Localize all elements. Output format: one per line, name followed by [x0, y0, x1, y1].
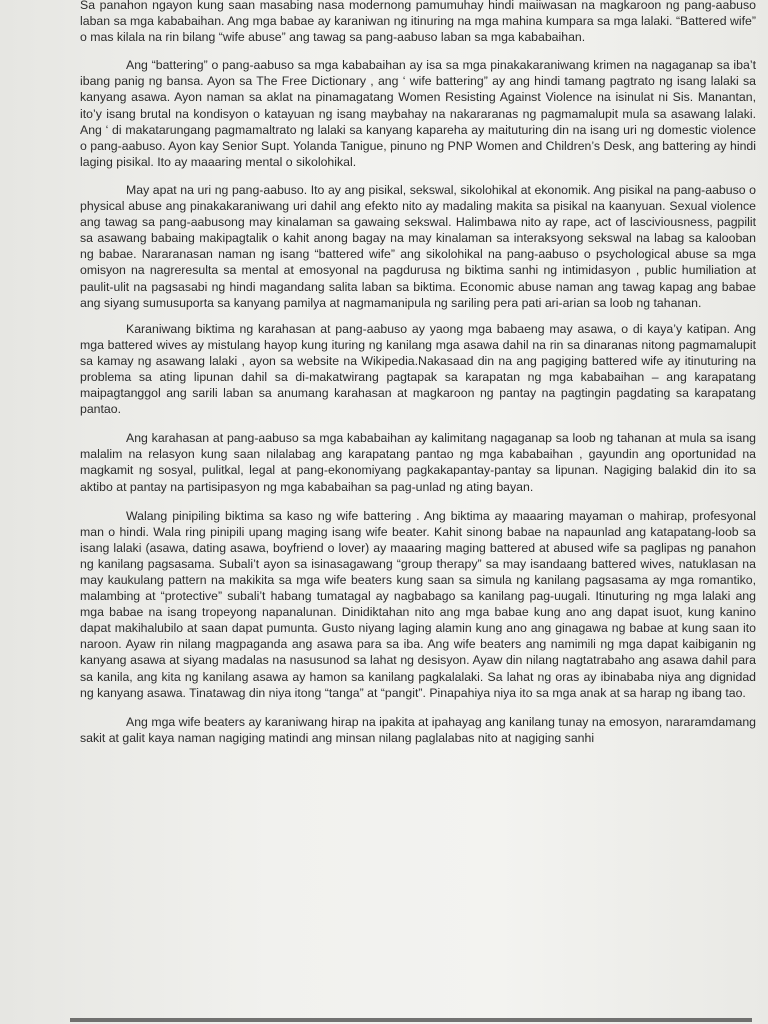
paragraph-wife-beaters-emotion: Ang mga wife beaters ay karaniwang hirap na ipakita at ipahayag ang kanilang tunay na emosyon, nararamdamang sakit at galit kaya naman nagiging matindi ang minsan nilang paglalabas nito at nagiging sanhi — [80, 714, 756, 745]
document-body — [80, 0, 756, 758]
bottom-edge-rule — [70, 1018, 752, 1022]
paragraph-types-of-abuse: May apat na uri ng pang-aabuso. Ito ay ang pisikal, sekswal, sikolohikal at ekonomik. Ang pisikal na pang-aabuso o physical abuse ang pinakakaraniwang uri dahil ang efekto nito ay madaling makita sa pisikal na kaanyuan. Sexual violence ang tawag sa pang-aabusong may kinalaman sa gawaing sekswal. Halimbawa nito ay rape, act of lasciviousness, pagpilit sa asawang babaing makipagtalik o kahit anong bagay na may kinalaman sa interaksyong sekswal na labag sa kalooban ng babae. Nararanasan naman ng isang “battered wife” ang sikolohikal na pang-aabuso o psychological abuse sa mga omisyon na nagreresulta sa mental at emosyonal na pagdurusa ng biktima sanhi ng intimidasyon , public humiliation at paulit-ulit na pagsasabi ng hindi magandang salita laban sa biktima. Economic abuse naman ang tawag kapag ang babae ang siyang sumusuporta sa kanyang pamilya at nagmamanipula ng sariling pera pati ari-arian sa loob ng tahanan. — [80, 182, 756, 310]
paragraph-intro: Sa panahon ngayon kung saan masabing nasa modernong pamumuhay hindi maiiwasan na magkaroon ng pang-aabuso laban sa mga kababaihan. Ang mga babae ay karaniwan ng itinuring na mga mahina kumpara sa mga lalaki. “Battered wife” o mas kilala na rin bilang “wife abuse” ang tawag sa pang-aabuso laban sa mga kababaihan. — [80, 0, 756, 45]
paragraph-battering-definition: Ang “battering” o pang-aabuso sa mga kababaihan ay isa sa mga pinakakaraniwang krimen na nagaganap sa iba’t ibang panig ng bansa. Ayon sa The Free Dictionary , ang ‘ wife battering” ay ang hindi tamang pagtrato ng isang lalaki sa kanyang asawa. Ayon naman sa aklat na pinamagatang Women Resisting Against Violence na isinulat ni Sis. Manantan, ito’y isang brutal na kondisyon o katayuan ng isang maybahay na nakararanas ng pagmamalupit mula sa asawang lalaki. Ang ‘ di makatarungang pagmamaltrato ng lalaki sa kanyang kapareha ay maituturing din na isang uri ng domestic violence o pang-aabuso. Ayon kay Senior Supt. Yolanda Tanigue, pinuno ng PNP Women and Children’s Desk, ang battering ay hindi laging pisikal. Ito ay maaaring mental o sikolohikal. — [80, 58, 756, 169]
paragraph-violence-at-home: Ang karahasan at pang-aabuso sa mga kababaihan ay kalimitang nagaganap sa loob ng tahanan at mula sa isang malalim na relasyon kung saan nilalabag ang karapatang pantao ng mga kababaihan , gayundin ang oportunidad na magkamit ng sosyal, pulitkal, legal at pang-ekonomiyang pagkakapantay-pantay sa lipunan. Nagiging balakid din ito sa aktibo at pantay na partisipasyon ng mga kababaihan sa pag-unlad ng ating bayan. — [80, 431, 756, 494]
paragraph-common-victims: Karaniwang biktima ng karahasan at pang-aabuso ay yaong mga babaeng may asawa, o di kaya’y katipan. Ang mga battered wives ay mistulang hayop kung ituring ng kanilang mga asawa dahil na rin sa dinaranas nitong pagmamalupit sa kamay ng asawang lalaki , ayon sa website na Wikipedia.Nakasaad din na ang pagiging battered wife ay itinuturing na problema sa ating lipunan dahil sa di-makatwirang pagtapak sa karapatan ng mga kababaihan – ang karapatang maipagtanggol ang sarili laban sa anumang karahasan at magkaroon ng pantay na pagtingin pagdating sa karapatang pantao. — [80, 321, 756, 417]
paragraph-wife-battering-pattern: Walang pinipiling biktima sa kaso ng wife battering . Ang biktima ay maaaring mayaman o mahirap, profesyonal man o hindi. Wala ring pinipili upang maging isang wife beater. Kahit sinong babae na napaunlad ang katapatang-loob sa isang lalaki (asawa, dating asawa, boyfriend o lover) ay maaaring maging battered at abused wife sa paglipas ng panahon ng kanilang pagsasama. Subali’t ayon sa isinasagawang “group therapy” sa may isandaang battered wives, natuklasan na may kaukulang pattern na makikita sa mga wife beaters kung saan sa simula ng kanilang pagsasama ay mga romantiko, malambing at “protective” subali’t habang tumatagal ay nagbabago sa kanilang pag-uugali. Itinuturing ng mga lalaki ang mga babae na isang tropeyong napanalunan. Dinidiktahan nito ang mga babae kung ano ang dapat isuot, kung kanino dapat makihalubilo at saan dapat pumunta. Gusto niyang laging alamin kung ano ang ginagawa ng babae at kung saan ito naroon. Ayaw rin nilang magpaganda ang asawa para sa iba. Ang wife beaters ang namimili ng mga dapat kaibiganin ng kanyang asawa at siyang madalas na nasusunod sa lahat ng desisyon. Ayaw din nilang nagtatrabaho ang asawa dahil para sa kanila, ang kita ng kanilang asawa ay hamon sa kanilang pagkalalaki. Sa lahat ng oras ay ibinababa niya ang dignidad ng kanyang asawa. Tinatawag din niya itong “tanga” at “pangit”. Pinapahiya niya ito sa mga anak at sa harap ng ibang tao. — [80, 508, 756, 700]
